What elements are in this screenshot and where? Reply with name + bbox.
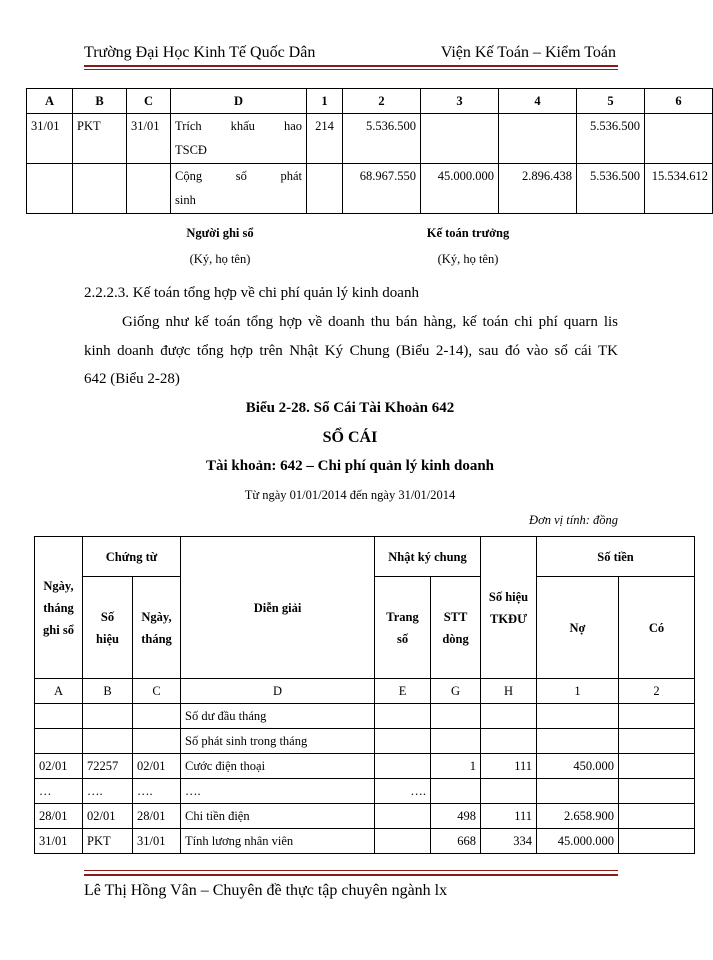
header-institute: Viện Kế Toán – Kiểm Toán [440,44,616,61]
col-letter: 1 [307,89,343,114]
cell-description: Cước điện thoại [181,754,375,779]
cell-description: …. [181,779,375,804]
col-letter: A [27,89,73,114]
footer-text: Lê Thị Hồng Vân – Chuyên đề thực tập chuyên ngành lx [84,882,448,899]
cell-description [171,164,307,214]
cell-account [307,164,343,214]
cell-voucher-date: …. [133,779,181,804]
signature-recorder-note: (Ký, họ tên) [189,252,251,266]
col-letter: A [35,679,83,704]
cell-voucher-date: 31/01 [133,829,181,854]
cell-value [645,114,713,164]
cell-voucher-number: 02/01 [83,804,133,829]
cell-account: 214 [307,114,343,164]
cell-value: 5.536.500 [577,164,645,214]
column-letters-row [27,89,713,114]
col-letter: 5 [577,89,645,114]
cell-contra-account: 334 [481,829,537,854]
cell-credit [619,729,695,754]
desc-line: Cộng số phát [175,169,302,183]
cell-page: …. [375,779,431,804]
col-letter: 6 [645,89,713,114]
cell-voucher-date [127,164,171,214]
cell-value [421,114,499,164]
header-text: Ngày, [141,609,172,624]
signature-recorder-title: Người ghi sổ [186,226,254,240]
cell-debit [537,704,619,729]
cell-contra-account: 111 [481,754,537,779]
cell-value: 15.534.612 [645,164,713,214]
cell-debit: 45.000.000 [537,829,619,854]
col-letter: E [375,679,431,704]
header-text: dòng [442,631,469,646]
cell-voucher-number: 72257 [83,754,133,779]
cell-voucher: PKT [73,114,127,164]
cell-voucher-date [133,704,181,729]
header-text: số [396,631,409,646]
cell-value: 45.000.000 [421,164,499,214]
cell-description: Số dư đầu tháng [181,704,375,729]
header-line-number [431,577,481,679]
cell-voucher-number [83,704,133,729]
table-row [35,804,695,829]
cell-line-number: 498 [431,804,481,829]
cell-voucher-date [133,729,181,754]
header-amount: Số tiền [537,537,695,577]
col-letter: 4 [499,89,577,114]
cell-date [27,164,73,214]
col-letter: H [481,679,537,704]
paragraph-line: 642 (Biểu 2-28) [84,371,180,387]
cell-voucher [73,164,127,214]
cell-page [375,804,431,829]
general-ledger-table [34,536,695,854]
cell-credit [619,829,695,854]
header-contra-account [481,537,537,679]
header-text: Số [100,609,115,624]
cell-line-number [431,779,481,804]
col-letter: D [171,89,307,114]
cell-voucher-date: 31/01 [127,114,171,164]
cell-date [35,704,83,729]
paragraph-line: Giống như kế toán tổng hợp về doanh thu bán hàng, kế toán chi phí quarn lis [122,314,618,330]
header-text: tháng [43,600,74,615]
cell-debit [537,779,619,804]
cell-line-number [431,729,481,754]
ledger-continuation-table [26,88,713,214]
cell-credit [619,704,695,729]
table-row [35,754,695,779]
cell-voucher-number: …. [83,779,133,804]
cell-contra-account [481,704,537,729]
cell-value [499,114,577,164]
cell-value: 5.536.500 [577,114,645,164]
section-heading: 2.2.2.3. Kế toán tổng hợp về chi phí quản lý kinh doanh [84,285,419,301]
header-text: Ngày, [43,578,74,593]
cell-description: Số phát sinh trong tháng [181,729,375,754]
cell-date [35,729,83,754]
ledger-unit: Đơn vị tính: đồng [529,513,618,527]
header-text: tháng [141,631,172,646]
header-voucher-number [83,577,133,679]
cell-debit: 2.658.900 [537,804,619,829]
table-row [35,729,695,754]
cell-contra-account [481,779,537,804]
header-text: Số hiệu [488,589,529,604]
header-journal: Nhật ký chung [375,537,481,577]
cell-page [375,729,431,754]
cell-date: 28/01 [35,804,83,829]
cell-value: 5.536.500 [343,114,421,164]
cell-credit [619,779,695,804]
header-rule-thin [84,69,618,70]
table-row [35,829,695,854]
header-page [375,577,431,679]
header-school: Trường Đại Học Kinh Tế Quốc Dân [84,44,316,61]
col-letter: 3 [421,89,499,114]
cell-value: 68.967.550 [343,164,421,214]
header-voucher-date [133,577,181,679]
cell-page [375,754,431,779]
cell-credit [619,804,695,829]
table-row [35,779,695,804]
signature-chief-accountant-title: Kế toán trưởng [426,226,510,240]
cell-page [375,829,431,854]
ledger-title: SỔ CÁI [322,429,378,446]
cell-voucher-number: PKT [83,829,133,854]
cell-date: 31/01 [35,829,83,854]
col-letter: 2 [343,89,421,114]
cell-contra-account [481,729,537,754]
header-description: Diễn giải [181,537,375,679]
header-text: hiệu [96,631,119,646]
header-text: Trang [386,609,419,624]
desc-line: sinh [175,193,196,207]
cell-voucher-date: 28/01 [133,804,181,829]
cell-debit [537,729,619,754]
ledger-caption: Biểu 2-28. Sổ Cái Tài Khoản 642 [245,400,455,416]
cell-line-number: 668 [431,829,481,854]
col-letter: B [83,679,133,704]
table-row [27,114,713,164]
col-letter: B [73,89,127,114]
ledger-account: Tài khoản: 642 – Chi phí quản lý kinh doanh [205,458,495,474]
cell-credit [619,754,695,779]
header-rule-thick [84,65,618,67]
signature-chief-accountant-note: (Ký, họ tên) [437,252,499,266]
col-letter: C [127,89,171,114]
header-credit: Có [619,577,695,679]
col-letter: C [133,679,181,704]
footer-rule-thick [84,874,618,876]
ledger-period: Từ ngày 01/01/2014 đến ngày 31/01/2014 [244,488,456,502]
cell-line-number [431,704,481,729]
col-letter: 2 [619,679,695,704]
paragraph-line: kinh doanh được tổng hợp trên Nhật Ký Chung (Biểu 2-14), sau đó vào sổ cái TK [84,343,618,359]
cell-contra-account: 111 [481,804,537,829]
footer-rule-thin [84,870,618,871]
cell-description: Tính lương nhân viên [181,829,375,854]
cell-page [375,704,431,729]
header-text: STT [443,609,468,624]
cell-voucher-number [83,729,133,754]
desc-line: TSCĐ [175,143,207,157]
cell-date: 02/01 [35,754,83,779]
col-letter: D [181,679,375,704]
header-voucher: Chứng từ [83,537,181,577]
cell-line-number: 1 [431,754,481,779]
cell-date: 31/01 [27,114,73,164]
header-text: ghi sổ [43,622,74,637]
header-debit: Nợ [537,577,619,679]
table-row [27,164,713,214]
col-letter: G [431,679,481,704]
header-date [35,537,83,679]
cell-debit: 450.000 [537,754,619,779]
header-text: TKĐƯ [489,611,528,626]
table-row [35,704,695,729]
cell-value: 2.896.438 [499,164,577,214]
cell-date: … [35,779,83,804]
cell-description [171,114,307,164]
cell-voucher-date: 02/01 [133,754,181,779]
cell-description: Chi tiền điện [181,804,375,829]
column-letters-row [35,679,695,704]
col-letter: 1 [537,679,619,704]
desc-line: Trích khấu hao [175,119,302,133]
